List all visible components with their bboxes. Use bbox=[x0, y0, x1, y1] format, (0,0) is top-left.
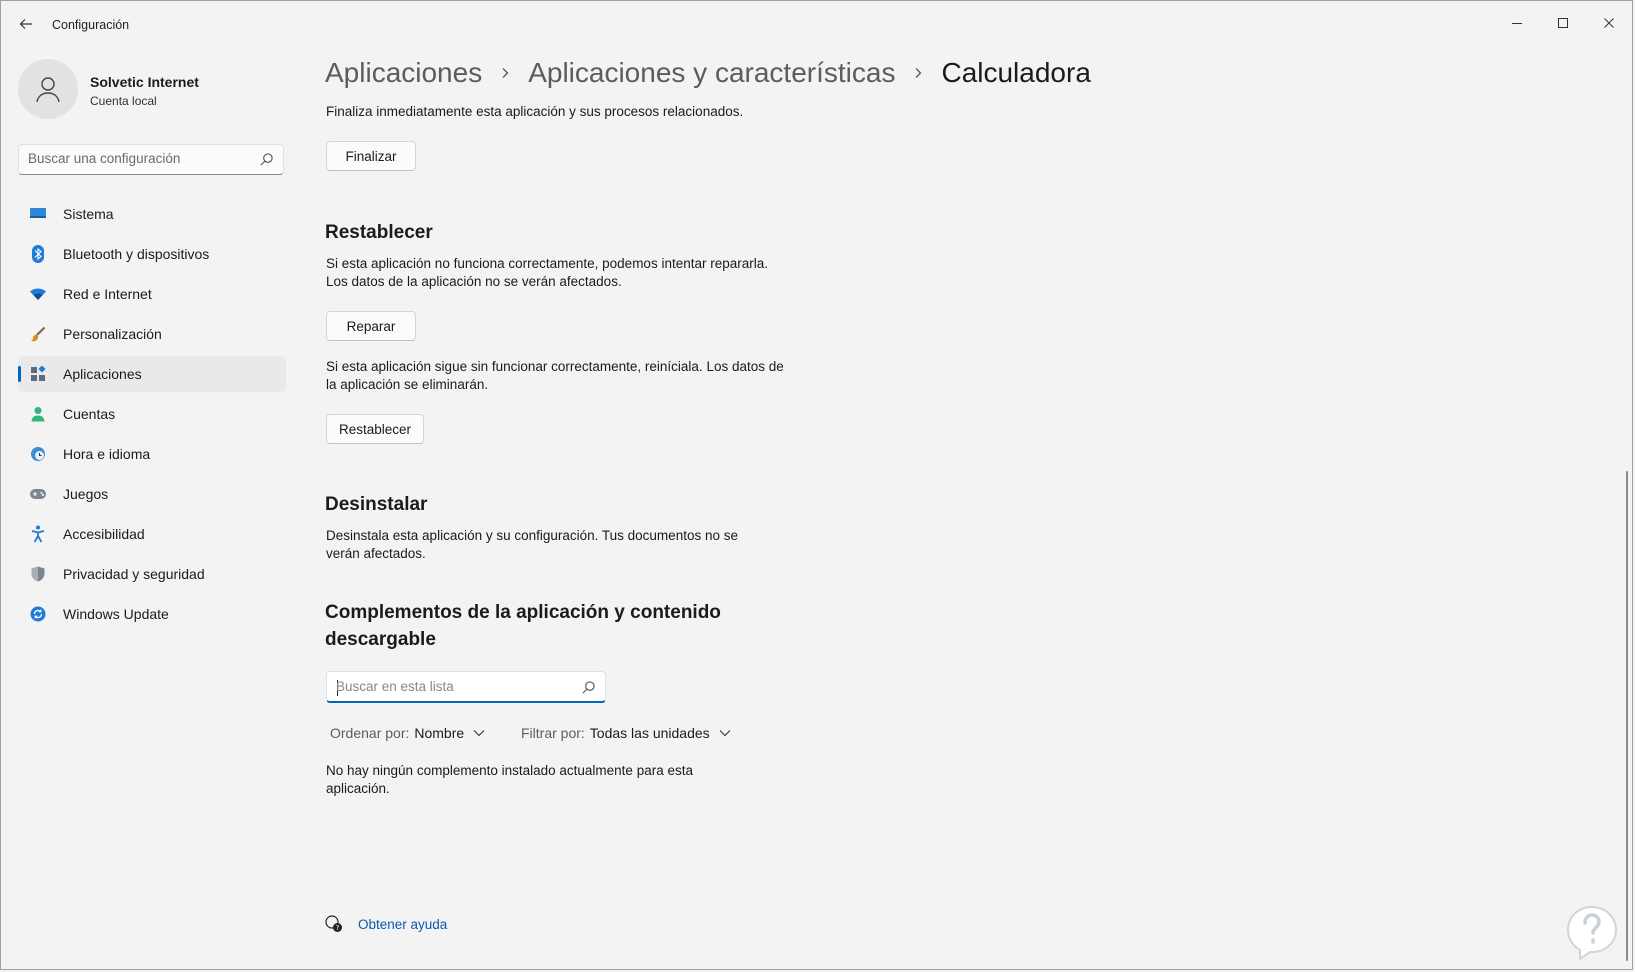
sidebar-item-aplicaciones[interactable] bbox=[18, 356, 286, 392]
update-icon bbox=[29, 605, 47, 623]
chevron-right-icon bbox=[500, 63, 510, 84]
terminate-description: Finaliza inmediatamente esta aplicación y sus procesos relacionados. bbox=[326, 104, 744, 119]
sidebar-item-label: Aplicaciones bbox=[63, 366, 142, 382]
maximize-button[interactable] bbox=[1540, 7, 1586, 39]
sidebar-item-cuentas[interactable] bbox=[18, 396, 286, 432]
addons-search-input[interactable] bbox=[336, 679, 566, 694]
sidebar-item-label: Juegos bbox=[63, 486, 109, 502]
profile-name: Solvetic Internet bbox=[90, 74, 199, 90]
sidebar-item-label: Privacidad y seguridad bbox=[63, 566, 205, 582]
sidebar-item-label: Windows Update bbox=[63, 606, 169, 622]
sidebar-item-bluetooth[interactable] bbox=[18, 236, 286, 272]
page-title: Calculadora bbox=[941, 57, 1091, 88]
gamepad-icon bbox=[29, 485, 47, 503]
close-button[interactable] bbox=[1586, 7, 1632, 39]
user-profile[interactable] bbox=[18, 59, 318, 119]
person-icon bbox=[29, 405, 47, 423]
filter-dropdown[interactable] bbox=[521, 725, 731, 741]
uninstall-description: Desinstala esta aplicación y su configuración. Tus documentos no se verán afectados. bbox=[326, 528, 738, 561]
sidebar-item-juegos[interactable] bbox=[18, 476, 286, 512]
monitor-icon bbox=[29, 205, 47, 223]
restablecer-button[interactable]: Restablecer bbox=[326, 414, 424, 444]
settings-search[interactable] bbox=[18, 144, 284, 175]
avatar bbox=[18, 59, 78, 119]
sidebar-item-label: Sistema bbox=[63, 206, 114, 222]
settings-search-input[interactable] bbox=[28, 151, 248, 166]
sidebar-item-red[interactable] bbox=[18, 276, 286, 312]
sidebar-item-accesibilidad[interactable] bbox=[18, 516, 286, 552]
sort-dropdown[interactable] bbox=[330, 725, 485, 741]
sidebar-item-hora[interactable] bbox=[18, 436, 286, 472]
filter-label: Filtrar por: bbox=[521, 725, 585, 741]
wifi-icon bbox=[29, 285, 47, 303]
sidebar-item-label: Accesibilidad bbox=[63, 526, 145, 542]
chevron-right-icon bbox=[913, 63, 923, 84]
sidebar-item-label: Cuentas bbox=[63, 406, 116, 422]
uninstall-section-title: Desinstalar bbox=[325, 494, 428, 515]
sidebar-item-label: Hora e idioma bbox=[63, 446, 151, 462]
shield-icon bbox=[29, 565, 47, 583]
sidebar-nav bbox=[18, 196, 286, 636]
title-bar bbox=[1, 1, 1632, 49]
accessibility-icon bbox=[29, 525, 47, 543]
addons-empty-message: No hay ningún complemento instalado actualmente para esta aplicación. bbox=[326, 763, 693, 796]
finalizar-button[interactable]: Finalizar bbox=[326, 141, 416, 171]
back-arrow-icon bbox=[19, 17, 33, 31]
svg-text:?: ? bbox=[335, 924, 340, 932]
close-icon bbox=[1603, 17, 1615, 29]
get-help[interactable] bbox=[325, 915, 447, 933]
breadcrumb-item-aplicaciones[interactable]: Aplicaciones bbox=[325, 57, 483, 88]
filter-value: Todas las unidades bbox=[589, 725, 710, 741]
bluetooth-icon bbox=[29, 245, 47, 263]
clock-globe-icon bbox=[29, 445, 47, 463]
breadcrumb-item-aplicaciones-caracteristicas[interactable]: Aplicaciones y características bbox=[528, 57, 896, 88]
window-title: Configuración bbox=[52, 18, 130, 32]
reparar-button[interactable]: Reparar bbox=[326, 311, 416, 341]
sort-label: Ordenar por: bbox=[330, 725, 410, 741]
minimize-icon bbox=[1511, 17, 1523, 29]
user-icon bbox=[33, 74, 63, 104]
chevron-down-icon bbox=[719, 729, 731, 737]
sidebar-item-personalizacion[interactable] bbox=[18, 316, 286, 352]
get-help-link[interactable]: Obtener ayuda bbox=[358, 916, 448, 932]
sidebar-item-sistema[interactable] bbox=[18, 196, 286, 232]
maximize-icon bbox=[1557, 17, 1569, 29]
breadcrumb bbox=[325, 57, 1091, 89]
solvetic-logo bbox=[1556, 903, 1626, 963]
sidebar-item-label: Personalización bbox=[63, 326, 162, 342]
search-icon bbox=[259, 152, 274, 167]
scrollbar[interactable] bbox=[1626, 471, 1628, 961]
sidebar-item-label: Red e Internet bbox=[63, 286, 152, 302]
help-chat-icon bbox=[325, 915, 343, 933]
sort-value: Nombre bbox=[414, 725, 465, 741]
addons-section-title: Complementos de la aplicación y contenido descargable bbox=[325, 602, 721, 650]
chevron-down-icon bbox=[473, 729, 485, 737]
back-button[interactable] bbox=[15, 15, 37, 37]
search-icon bbox=[581, 680, 596, 695]
reset-description: Si esta aplicación sigue sin funcionar correctamente, reiníciala. Los datos de la aplicación se eliminarán. bbox=[326, 359, 784, 392]
brush-icon bbox=[29, 325, 47, 343]
sidebar-item-label: Bluetooth y dispositivos bbox=[63, 246, 210, 262]
profile-account-type: Cuenta local bbox=[90, 94, 157, 108]
repair-description: Si esta aplicación no funciona correctamente, podemos intentar repararla. Los datos de la aplicación no se verán afectados. bbox=[326, 256, 768, 289]
sidebar-item-windows-update[interactable] bbox=[18, 596, 286, 632]
reset-section-title: Restablecer bbox=[325, 222, 433, 243]
sidebar-item-privacidad[interactable] bbox=[18, 556, 286, 592]
minimize-button[interactable] bbox=[1494, 7, 1540, 39]
apps-icon bbox=[29, 365, 47, 383]
addons-search[interactable] bbox=[326, 671, 606, 703]
